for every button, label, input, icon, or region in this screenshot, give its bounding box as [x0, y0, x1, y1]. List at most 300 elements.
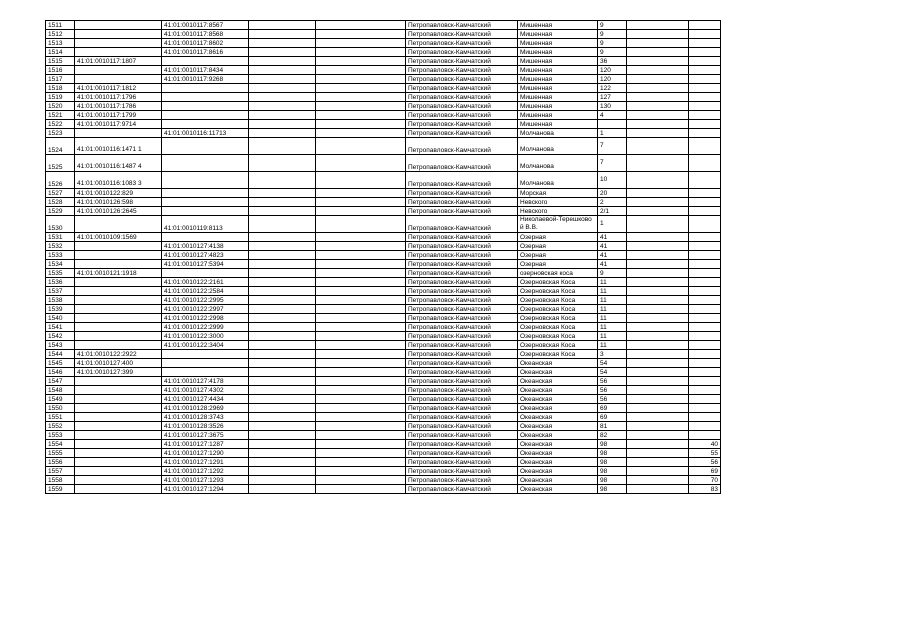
cadastral-number-a-cell — [75, 305, 162, 314]
empty-cell — [249, 413, 316, 422]
empty-cell — [627, 198, 689, 207]
city-cell: Петропавловск-Камчатский — [406, 332, 518, 341]
street-cell: Океанская — [518, 377, 598, 386]
empty-cell — [249, 458, 316, 467]
apartment-cell: 83 — [689, 485, 721, 494]
row-number-cell: 1522 — [46, 120, 75, 129]
table-row — [46, 395, 721, 404]
row-number-cell: 1548 — [46, 386, 75, 395]
cadastral-number-b-cell: 41:01:0010127:5394 — [162, 260, 249, 269]
empty-cell — [627, 75, 689, 84]
table-row — [46, 341, 721, 350]
cadastral-number-a-cell — [75, 129, 162, 138]
empty-cell — [627, 350, 689, 359]
empty-cell — [627, 314, 689, 323]
house-number-cell: 9 — [598, 48, 627, 57]
table-row — [46, 287, 721, 296]
table-row — [46, 172, 721, 189]
empty-cell — [249, 305, 316, 314]
cadastral-number-b-cell: 41:01:0010127:4823 — [162, 251, 249, 260]
table-row — [46, 332, 721, 341]
apartment-cell — [689, 189, 721, 198]
cadastral-number-a-cell — [75, 458, 162, 467]
empty-cell — [249, 30, 316, 39]
city-cell: Петропавловск-Камчатский — [406, 413, 518, 422]
table-row — [46, 485, 721, 494]
row-number-cell: 1553 — [46, 431, 75, 440]
row-number-cell: 1532 — [46, 242, 75, 251]
apartment-cell — [689, 404, 721, 413]
street-cell: Озерновская Коса — [518, 305, 598, 314]
cadastral-number-a-cell — [75, 485, 162, 494]
empty-cell — [627, 323, 689, 332]
apartment-cell — [689, 48, 721, 57]
cadastral-number-b-cell: 41:01:0010127:1290 — [162, 449, 249, 458]
empty-cell — [249, 251, 316, 260]
street-cell: Мишенная — [518, 120, 598, 129]
cadastral-number-b-cell — [162, 102, 249, 111]
apartment-cell — [689, 323, 721, 332]
empty-cell — [249, 341, 316, 350]
empty-cell — [249, 155, 316, 172]
apartment-cell — [689, 269, 721, 278]
house-number-cell: 10 — [598, 172, 627, 189]
apartment-cell — [689, 84, 721, 93]
city-cell: Петропавловск-Камчатский — [406, 84, 518, 93]
row-number-cell: 1558 — [46, 476, 75, 485]
apartment-cell: 69 — [689, 467, 721, 476]
empty-cell — [249, 84, 316, 93]
cadastral-number-b-cell: 41:01:0010122:2997 — [162, 305, 249, 314]
empty-cell — [316, 102, 406, 111]
house-number-cell: 41 — [598, 242, 627, 251]
empty-cell — [249, 242, 316, 251]
table-row — [46, 39, 721, 48]
house-number-cell: 122 — [598, 84, 627, 93]
empty-cell — [627, 440, 689, 449]
street-cell: Океанская — [518, 395, 598, 404]
row-number-cell: 1538 — [46, 296, 75, 305]
street-cell: Мишенная — [518, 30, 598, 39]
empty-cell — [316, 314, 406, 323]
cadastral-number-a-cell: 41:01:0010117:1796 — [75, 93, 162, 102]
empty-cell — [249, 75, 316, 84]
empty-cell — [316, 377, 406, 386]
apartment-cell — [689, 39, 721, 48]
table-row — [46, 449, 721, 458]
cadastral-number-b-cell: 41:01:0010122:3000 — [162, 332, 249, 341]
house-number-cell: 81 — [598, 422, 627, 431]
empty-cell — [627, 359, 689, 368]
cadastral-number-b-cell: 41:01:0010127:4138 — [162, 242, 249, 251]
table-row — [46, 323, 721, 332]
row-number-cell: 1540 — [46, 314, 75, 323]
house-number-cell: 9 — [598, 21, 627, 30]
empty-cell — [249, 422, 316, 431]
cadastral-number-a-cell — [75, 278, 162, 287]
table-row — [46, 440, 721, 449]
row-number-cell: 1524 — [46, 138, 75, 155]
house-number-cell: 11 — [598, 278, 627, 287]
street-cell: Озерновская Коса — [518, 287, 598, 296]
row-number-cell: 1517 — [46, 75, 75, 84]
empty-cell — [627, 386, 689, 395]
cadastral-number-b-cell — [162, 111, 249, 120]
row-number-cell: 1550 — [46, 404, 75, 413]
table-row — [46, 198, 721, 207]
city-cell: Петропавловск-Камчатский — [406, 368, 518, 377]
cadastral-number-b-cell: 41:01:0010122:2161 — [162, 278, 249, 287]
street-cell: Озерная — [518, 242, 598, 251]
empty-cell — [627, 341, 689, 350]
empty-cell — [627, 111, 689, 120]
cadastral-number-a-cell — [75, 377, 162, 386]
apartment-cell — [689, 57, 721, 66]
empty-cell — [316, 485, 406, 494]
table-row — [46, 359, 721, 368]
cadastral-number-b-cell — [162, 155, 249, 172]
empty-cell — [249, 93, 316, 102]
city-cell: Петропавловск-Камчатский — [406, 395, 518, 404]
apartment-cell — [689, 431, 721, 440]
row-number-cell: 1535 — [46, 269, 75, 278]
empty-cell — [249, 314, 316, 323]
row-number-cell: 1554 — [46, 440, 75, 449]
empty-cell — [249, 332, 316, 341]
empty-cell — [627, 21, 689, 30]
apartment-cell — [689, 287, 721, 296]
city-cell: Петропавловск-Камчатский — [406, 233, 518, 242]
empty-cell — [627, 66, 689, 75]
street-cell: Молчанова — [518, 155, 598, 172]
cadastral-number-a-cell — [75, 323, 162, 332]
house-number-cell: 98 — [598, 476, 627, 485]
cadastral-number-b-cell — [162, 233, 249, 242]
empty-cell — [627, 155, 689, 172]
empty-cell — [316, 198, 406, 207]
city-cell: Петропавловск-Камчатский — [406, 216, 518, 233]
cadastral-number-a-cell — [75, 314, 162, 323]
city-cell: Петропавловск-Камчатский — [406, 242, 518, 251]
cadastral-number-a-cell: 41:01:0010127:400 — [75, 359, 162, 368]
empty-cell — [249, 287, 316, 296]
apartment-cell — [689, 242, 721, 251]
table-row — [46, 75, 721, 84]
cadastral-number-a-cell — [75, 242, 162, 251]
house-number-cell: 82 — [598, 431, 627, 440]
row-number-cell: 1518 — [46, 84, 75, 93]
table-row — [46, 48, 721, 57]
cadastral-number-a-cell: 41:01:0010116:1083 3 — [75, 172, 162, 189]
row-number-cell: 1547 — [46, 377, 75, 386]
cadastral-number-a-cell: 41:01:0010122:829 — [75, 189, 162, 198]
cadastral-number-b-cell: 41:01:0010127:1293 — [162, 476, 249, 485]
cadastral-number-b-cell — [162, 93, 249, 102]
house-number-cell: 127 — [598, 93, 627, 102]
city-cell: Петропавловск-Камчатский — [406, 422, 518, 431]
cadastral-number-b-cell — [162, 57, 249, 66]
city-cell: Петропавловск-Камчатский — [406, 129, 518, 138]
empty-cell — [627, 449, 689, 458]
empty-cell — [627, 120, 689, 129]
street-cell: Озерная — [518, 260, 598, 269]
street-cell: озерновская коса — [518, 269, 598, 278]
cadastral-number-a-cell — [75, 413, 162, 422]
city-cell: Петропавловск-Камчатский — [406, 314, 518, 323]
apartment-cell — [689, 377, 721, 386]
apartment-cell — [689, 75, 721, 84]
empty-cell — [316, 39, 406, 48]
row-number-cell: 1551 — [46, 413, 75, 422]
empty-cell — [316, 251, 406, 260]
table-row — [46, 350, 721, 359]
apartment-cell — [689, 332, 721, 341]
cadastral-number-a-cell — [75, 21, 162, 30]
cadastral-number-a-cell — [75, 476, 162, 485]
house-number-cell: 11 — [598, 296, 627, 305]
apartment-cell — [689, 216, 721, 233]
empty-cell — [627, 404, 689, 413]
street-cell: Мишенная — [518, 111, 598, 120]
street-cell: Океанская — [518, 431, 598, 440]
city-cell: Петропавловск-Камчатский — [406, 467, 518, 476]
row-number-cell: 1556 — [46, 458, 75, 467]
house-number-cell: 56 — [598, 386, 627, 395]
cadastral-number-b-cell — [162, 368, 249, 377]
row-number-cell: 1543 — [46, 341, 75, 350]
city-cell: Петропавловск-Камчатский — [406, 93, 518, 102]
city-cell: Петропавловск-Камчатский — [406, 30, 518, 39]
row-number-cell: 1519 — [46, 93, 75, 102]
house-number-cell: 69 — [598, 413, 627, 422]
row-number-cell: 1537 — [46, 287, 75, 296]
house-number-cell: 7 — [598, 138, 627, 155]
table-row — [46, 207, 721, 216]
empty-cell — [249, 233, 316, 242]
cadastral-number-a-cell: 41:01:0010122:2922 — [75, 350, 162, 359]
empty-cell — [627, 395, 689, 404]
empty-cell — [316, 323, 406, 332]
table-row — [46, 233, 721, 242]
empty-cell — [627, 305, 689, 314]
house-number-cell: 130 — [598, 102, 627, 111]
cadastral-number-b-cell: 41:01:0010127:4434 — [162, 395, 249, 404]
empty-cell — [627, 216, 689, 233]
row-number-cell: 1525 — [46, 155, 75, 172]
empty-cell — [316, 66, 406, 75]
street-cell: Мишенная — [518, 102, 598, 111]
empty-cell — [316, 350, 406, 359]
city-cell: Петропавловск-Камчатский — [406, 48, 518, 57]
empty-cell — [316, 404, 406, 413]
empty-cell — [627, 57, 689, 66]
street-cell: Озерновская Коса — [518, 278, 598, 287]
city-cell: Петропавловск-Камчатский — [406, 269, 518, 278]
table-row — [46, 260, 721, 269]
street-cell: Озерновская Коса — [518, 350, 598, 359]
house-number-cell: 36 — [598, 57, 627, 66]
empty-cell — [316, 287, 406, 296]
empty-cell — [249, 138, 316, 155]
empty-cell — [249, 431, 316, 440]
empty-cell — [627, 30, 689, 39]
row-number-cell: 1530 — [46, 216, 75, 233]
empty-cell — [627, 467, 689, 476]
table-row — [46, 242, 721, 251]
table-row — [46, 278, 721, 287]
cadastral-number-a-cell: 41:01:0010126:2645 — [75, 207, 162, 216]
city-cell: Петропавловск-Камчатский — [406, 57, 518, 66]
empty-cell — [249, 207, 316, 216]
cadastral-number-b-cell — [162, 207, 249, 216]
empty-cell — [316, 278, 406, 287]
table-row — [46, 386, 721, 395]
cadastral-number-a-cell — [75, 66, 162, 75]
street-cell: Океанская — [518, 467, 598, 476]
cadastral-number-b-cell: 41:01:0010117:8602 — [162, 39, 249, 48]
house-number-cell — [598, 120, 627, 129]
empty-cell — [316, 449, 406, 458]
empty-cell — [627, 39, 689, 48]
cadastral-number-a-cell — [75, 251, 162, 260]
city-cell: Петропавловск-Камчатский — [406, 296, 518, 305]
empty-cell — [249, 377, 316, 386]
street-cell: Морская — [518, 189, 598, 198]
empty-cell — [316, 155, 406, 172]
house-number-cell: 2 — [598, 198, 627, 207]
city-cell: Петропавловск-Камчатский — [406, 287, 518, 296]
apartment-cell: 56 — [689, 458, 721, 467]
city-cell: Петропавловск-Камчатский — [406, 251, 518, 260]
street-cell: Мишенная — [518, 93, 598, 102]
apartment-cell — [689, 368, 721, 377]
apartment-cell — [689, 386, 721, 395]
empty-cell — [627, 485, 689, 494]
street-cell: Океанская — [518, 404, 598, 413]
house-number-cell: 11 — [598, 305, 627, 314]
empty-cell — [249, 66, 316, 75]
house-number-cell: 11 — [598, 323, 627, 332]
empty-cell — [316, 269, 406, 278]
table-row — [46, 296, 721, 305]
empty-cell — [249, 278, 316, 287]
cadastral-number-a-cell: 41:01:0010117:1812 — [75, 84, 162, 93]
apartment-cell — [689, 102, 721, 111]
cadastral-number-a-cell: 41:01:0010127:399 — [75, 368, 162, 377]
city-cell: Петропавловск-Камчатский — [406, 278, 518, 287]
apartment-cell — [689, 314, 721, 323]
house-number-cell: 3 — [598, 350, 627, 359]
apartment-cell — [689, 111, 721, 120]
street-cell: Молчанова — [518, 138, 598, 155]
empty-cell — [249, 476, 316, 485]
city-cell: Петропавловск-Камчатский — [406, 350, 518, 359]
city-cell: Петропавловск-Камчатский — [406, 111, 518, 120]
city-cell: Петропавловск-Камчатский — [406, 359, 518, 368]
apartment-cell — [689, 21, 721, 30]
empty-cell — [316, 84, 406, 93]
empty-cell — [249, 323, 316, 332]
city-cell: Петропавловск-Камчатский — [406, 102, 518, 111]
row-number-cell: 1539 — [46, 305, 75, 314]
table-body — [46, 21, 721, 494]
house-number-cell: 69 — [598, 404, 627, 413]
cadastral-number-b-cell: 41:01:0010128:2969 — [162, 404, 249, 413]
empty-cell — [316, 431, 406, 440]
cadastral-number-b-cell: 41:01:0010122:3404 — [162, 341, 249, 350]
street-cell: Мишенная — [518, 66, 598, 75]
apartment-cell — [689, 233, 721, 242]
apartment-cell — [689, 207, 721, 216]
table-row — [46, 476, 721, 485]
cadastral-number-a-cell — [75, 404, 162, 413]
apartment-cell: 40 — [689, 440, 721, 449]
empty-cell — [316, 467, 406, 476]
street-cell: Озерная — [518, 233, 598, 242]
apartment-cell — [689, 341, 721, 350]
row-number-cell: 1533 — [46, 251, 75, 260]
cadastral-number-b-cell — [162, 269, 249, 278]
cadastral-number-b-cell: 41:01:0010117:9268 — [162, 75, 249, 84]
cadastral-number-a-cell: 41:01:0010117:1807 — [75, 57, 162, 66]
empty-cell — [316, 48, 406, 57]
empty-cell — [316, 395, 406, 404]
empty-cell — [627, 413, 689, 422]
city-cell: Петропавловск-Камчатский — [406, 305, 518, 314]
apartment-cell — [689, 350, 721, 359]
city-cell: Петропавловск-Камчатский — [406, 386, 518, 395]
row-number-cell: 1555 — [46, 449, 75, 458]
empty-cell — [627, 138, 689, 155]
empty-cell — [316, 260, 406, 269]
house-number-cell: 9 — [598, 269, 627, 278]
empty-cell — [627, 377, 689, 386]
cadastral-number-a-cell — [75, 467, 162, 476]
empty-cell — [627, 458, 689, 467]
cadastral-number-a-cell — [75, 260, 162, 269]
table-row — [46, 66, 721, 75]
apartment-cell — [689, 413, 721, 422]
apartment-cell — [689, 138, 721, 155]
street-cell: Океанская — [518, 476, 598, 485]
apartment-cell — [689, 172, 721, 189]
table-row — [46, 431, 721, 440]
table-row — [46, 368, 721, 377]
empty-cell — [316, 111, 406, 120]
empty-cell — [316, 440, 406, 449]
house-number-cell: 11 — [598, 341, 627, 350]
cadastral-number-a-cell — [75, 341, 162, 350]
row-number-cell: 1515 — [46, 57, 75, 66]
empty-cell — [249, 386, 316, 395]
table-row — [46, 404, 721, 413]
house-number-cell: 20 — [598, 189, 627, 198]
cadastral-number-a-cell: 41:01:0010126:598 — [75, 198, 162, 207]
empty-cell — [316, 332, 406, 341]
street-cell: Николаевой-Терешковой В.В. — [518, 216, 598, 233]
row-number-cell: 1557 — [46, 467, 75, 476]
cadastral-number-b-cell: 41:01:0010119:8113 — [162, 216, 249, 233]
empty-cell — [249, 198, 316, 207]
cadastral-number-a-cell — [75, 75, 162, 84]
empty-cell — [316, 458, 406, 467]
table-row — [46, 216, 721, 233]
empty-cell — [627, 260, 689, 269]
house-number-cell: 7 — [598, 155, 627, 172]
apartment-cell — [689, 260, 721, 269]
empty-cell — [316, 216, 406, 233]
empty-cell — [249, 57, 316, 66]
